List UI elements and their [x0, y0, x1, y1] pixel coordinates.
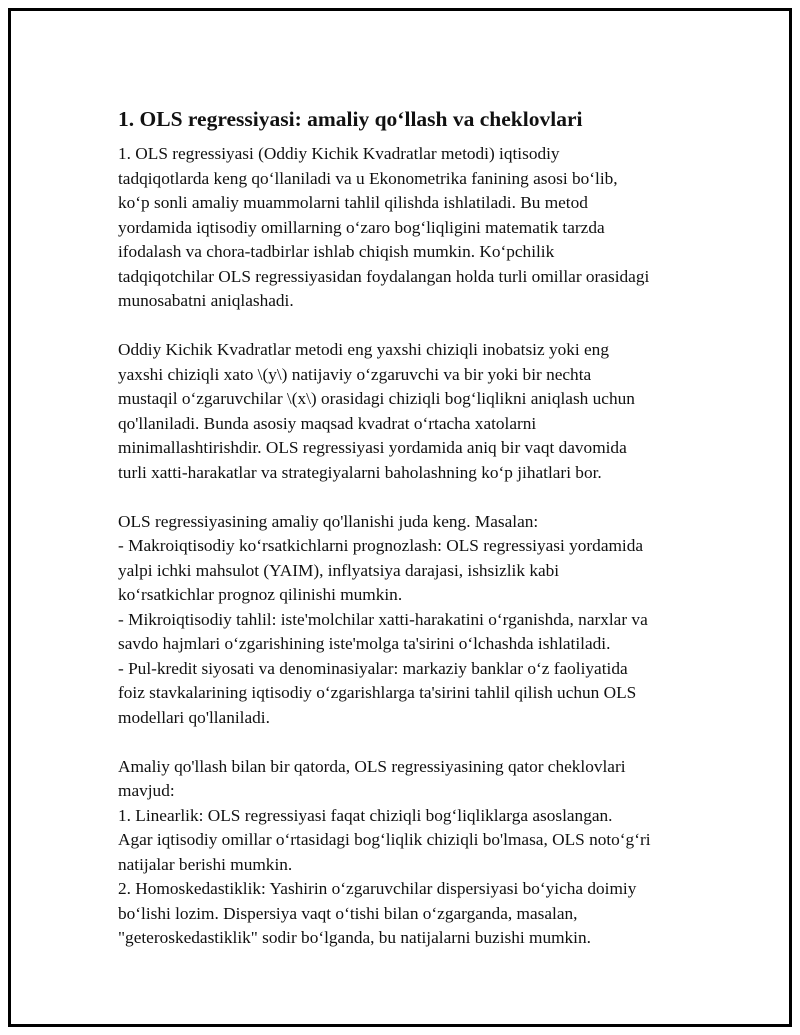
paragraph-spacer — [118, 485, 693, 510]
paragraph-intro: 1. OLS regressiyasi (Oddiy Kichik Kvadratlar metodi) iqtisodiy tadqiqotlarda keng qo‘llaniladi va u Ekonometrika fanining asosi bo‘lib, ko‘p sonli amaliy muammolarni tahlil qilishda ishlatiladi. Bu metod yordamida iqtisodiy omillarning o‘zaro bog‘liqligini matematik tarzda ifodalash va chora-tadbirlar ishlab chiqish mumkin. Ko‘pchilik tadqiqotchilar OLS regressiyasidan foydalangan holda turli omillar orasidagi munosabatni aniqlashadi. — [118, 144, 650, 310]
paragraph-spacer — [118, 314, 693, 339]
paragraph-applications: OLS regressiyasining amaliy qo'llanishi juda keng. Masalan: - Makroiqtisodiy ko‘rsatkichlarni prognozlash: OLS regressiyasi yordamida yalpi ichki mahsulot (YAIM), inflyatsiya darajasi, ishsizlik kabi ko‘rsatkichlar prognoz qilinishi mumkin. - Mikroiqtisodiy tahlil: iste'molchilar xatti-harakatini o‘rganishda, narxlar va savdo hajmlari o‘zgarishining iste'molga ta'sirini o‘lchashda ishlatiladi. - Pul-kredit siyosati va denominasiyalar: markaziy banklar o‘z faoliyatida foiz stavkalarining iqtisodiy o‘zgarishlarga ta'sirini tahlil qilish uchun OLS modellari qo'llaniladi. — [118, 511, 648, 727]
document-body — [118, 105, 693, 951]
page-frame — [8, 8, 792, 1027]
paragraph-spacer — [118, 730, 693, 755]
paragraph-definition: Oddiy Kichik Kvadratlar metodi eng yaxshi chiziqli inobatsiz yoki eng yaxshi chiziqli xato \(y\) natijaviy o‘zgaruvchi va bir yoki bir nechta mustaqil o‘zgaruvchilar \(x\) orasidagi chiziqli bog‘liqlikni aniqlash uchun qo'llaniladi. Bunda asosiy maqsad kvadrat o‘rtacha xatolarni minimallashtirishdir. OLS regressiyasi yordamida aniq bir vaqt davomida turli xatti-harakatlar va strategiyalarni baholashning ko‘p jihatlari bor. — [118, 340, 635, 482]
document-title: 1. OLS regressiyasi: amaliy qo‘llash va cheklovlari — [118, 107, 583, 131]
paragraph-limitations: Amaliy qo'llash bilan bir qatorda, OLS regressiyasining qator cheklovlari mavjud: 1. Linearlik: OLS regressiyasi faqat chiziqli bog‘liqliklarga asoslangan. Agar iqtisodiy omillar o‘rtasidagi bog‘liqlik chiziqli bo'lmasa, OLS noto‘g‘ri natijalar berishi mumkin. 2. Homoskedastiklik: Yashirin o‘zgaruvchilar dispersiyasi bo‘yicha doimiy bo‘lishi lozim. Dispersiya vaqt o‘tishi bilan o‘zgarganda, masalan, "geteroskedastiklik" sodir bo‘lganda, bu natijalarni buzishi mumkin. — [118, 756, 651, 947]
